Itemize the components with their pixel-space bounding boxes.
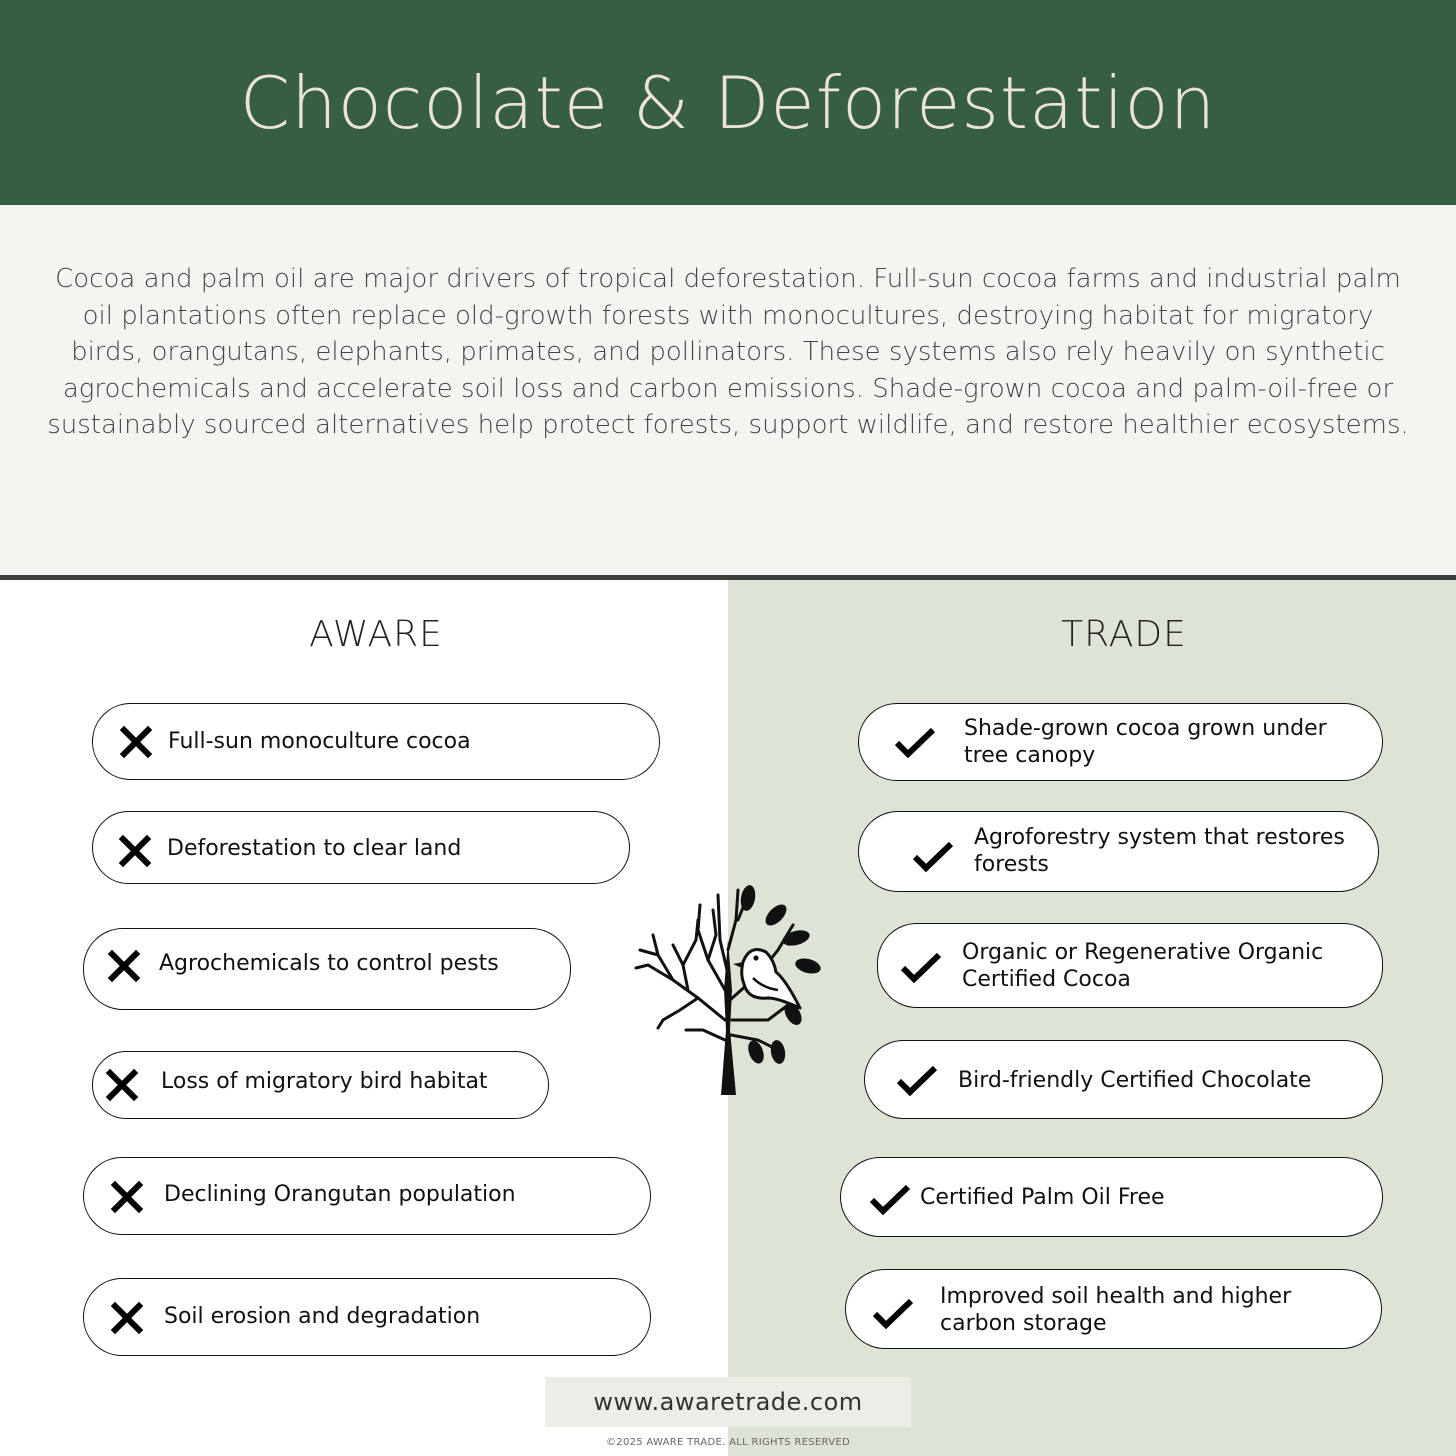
aware-item-label: Declining Orangutan population bbox=[164, 1182, 516, 1207]
x-mark-icon bbox=[110, 1301, 144, 1335]
copyright-notice: ©2025 AWARE TRADE. ALL RIGHTS RESERVED bbox=[606, 1437, 850, 1448]
x-mark-icon bbox=[107, 949, 141, 983]
trade-item-label: Organic or Regenerative Organic Certified Cocoa bbox=[962, 940, 1324, 992]
trade-item-label: Agroforestry system that restores forests bbox=[974, 825, 1345, 877]
trade-heading: TRADE bbox=[1061, 614, 1187, 655]
trade-item bbox=[877, 923, 1383, 1008]
tree-with-bird-icon bbox=[628, 880, 828, 1100]
trade-item-label: Certified Palm Oil Free bbox=[920, 1185, 1165, 1210]
aware-item bbox=[83, 1157, 651, 1235]
x-mark-icon bbox=[119, 725, 153, 759]
trade-item-label: Bird-friendly Certified Chocolate bbox=[958, 1068, 1312, 1093]
x-mark-icon bbox=[110, 1180, 144, 1214]
x-mark-icon bbox=[118, 834, 152, 868]
aware-item bbox=[92, 1051, 549, 1119]
aware-item-label: Deforestation to clear land bbox=[167, 836, 462, 861]
aware-item-label: Loss of migratory bird habitat bbox=[161, 1069, 488, 1094]
check-mark-icon bbox=[871, 1295, 915, 1331]
intro-section bbox=[0, 205, 1456, 575]
page-title: Chocolate & Deforestation bbox=[239, 60, 1217, 145]
check-mark-icon bbox=[868, 1181, 912, 1217]
check-mark-icon bbox=[899, 949, 943, 985]
intro-paragraph: Cocoa and palm oil are major drivers of tropical deforestation. Full-sun cocoa farms and industrial palm oil plantations often replace old-growth forests with monocultures, destroying habitat for migratory birds, orangutans, elephants, primates, and pollinators. These systems also rely heavily on synthetic agrochemicals and accelerate soil loss and carbon emissions. Shade-grown cocoa and palm-oil-free or sustainably sourced alternatives help protect forests, support wildlife, and restore healthier ecosystems. bbox=[47, 264, 1409, 440]
trade-item bbox=[864, 1040, 1383, 1119]
check-mark-icon bbox=[893, 724, 937, 760]
aware-item bbox=[92, 703, 660, 780]
aware-item bbox=[92, 811, 630, 884]
aware-heading: AWARE bbox=[309, 614, 443, 655]
website-url-box[interactable] bbox=[545, 1377, 911, 1427]
aware-item-label: Full-sun monoculture cocoa bbox=[168, 729, 471, 754]
trade-item bbox=[845, 1269, 1382, 1349]
check-mark-icon bbox=[895, 1062, 939, 1098]
trade-item-label: Shade-grown cocoa grown under tree canopy bbox=[964, 716, 1327, 768]
trade-item bbox=[858, 703, 1383, 781]
aware-item-label: Agrochemicals to control pests bbox=[159, 951, 499, 976]
header-banner bbox=[0, 0, 1456, 205]
aware-item bbox=[83, 928, 571, 1010]
trade-item-label: Improved soil health and higher carbon storage bbox=[940, 1284, 1292, 1336]
check-mark-icon bbox=[911, 838, 955, 874]
trade-item bbox=[858, 811, 1379, 892]
x-mark-icon bbox=[105, 1068, 139, 1102]
aware-item bbox=[83, 1278, 651, 1356]
trade-item bbox=[840, 1157, 1383, 1237]
aware-item-label: Soil erosion and degradation bbox=[164, 1304, 481, 1329]
website-url[interactable]: www.awaretrade.com bbox=[593, 1388, 863, 1416]
